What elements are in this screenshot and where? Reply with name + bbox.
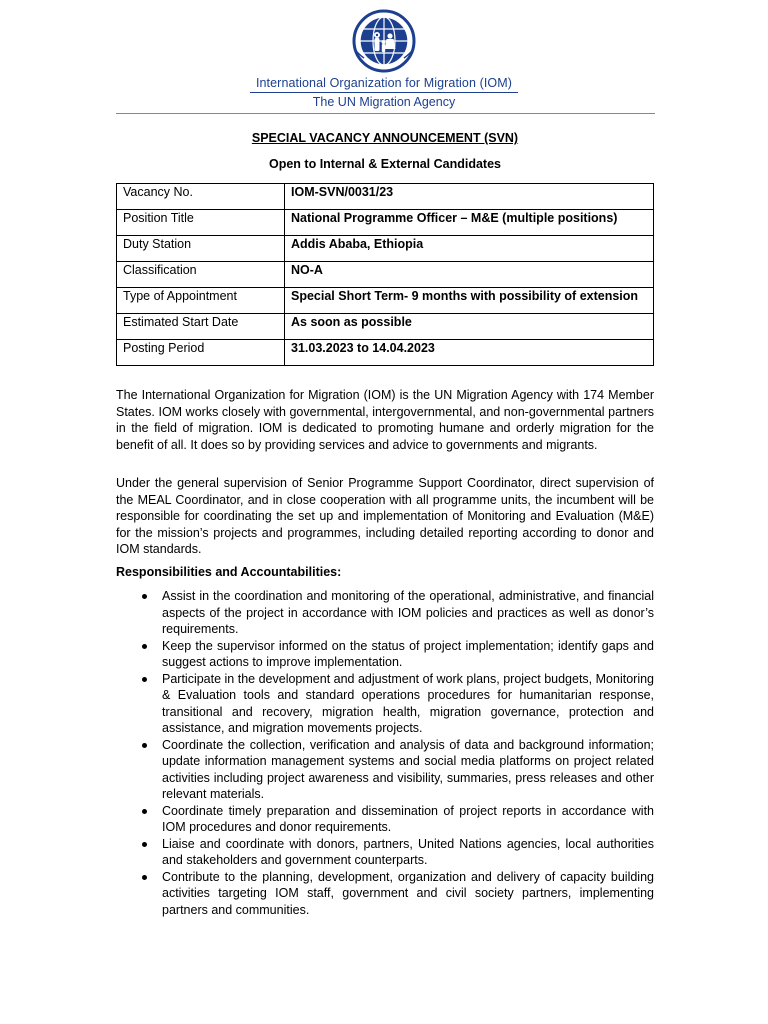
row-label: Estimated Start Date [117,314,285,340]
bullet-icon [142,875,147,880]
list-item [116,671,654,737]
table-row [117,340,654,366]
row-value: Addis Ababa, Ethiopia [285,236,654,262]
list-item [116,869,654,919]
iom-logo-block [250,8,518,109]
list-item [116,803,654,836]
list-item-text: Liaise and coordinate with donors, partners, United Nations agencies, local authorities and stakeholders and government counterparts. [162,836,654,867]
row-label: Duty Station [117,236,285,262]
list-item [116,737,654,803]
bullet-icon [142,809,147,814]
list-item [116,836,654,869]
table-row [117,210,654,236]
organization-name: International Organization for Migration (IOM) [255,76,513,90]
responsibilities-heading: Responsibilities and Accountabilities: [116,565,342,579]
row-label: Classification [117,262,285,288]
table-row [117,262,654,288]
list-item [116,638,654,671]
list-item-text: Coordinate timely preparation and dissemination of project reports in accordance with IOM procedures and donor requirements. [162,803,654,834]
supervision-paragraph: Under the general supervision of Senior Programme Support Coordinator, direct supervision of the MEAL Coordinator, and in close cooperation with all programme units, the incumbent will be responsible for coordinating the set up and implementation of Monitoring and Evaluation (M&E) for the mission’s projects and programmes, including detailed reporting according to donor and IOM standards. [116,476,654,556]
bullet-icon [142,677,147,682]
responsibilities-list [116,588,654,918]
iom-globe-family-emblem [348,8,420,74]
row-value: NO-A [285,262,654,288]
row-value: As soon as possible [285,314,654,340]
bullet-icon [142,644,147,649]
table-row [117,314,654,340]
list-item-text: Assist in the coordination and monitoring of the operational, administrative, and financial aspects of the project in accordance with IOM policies and practices as well as donor’s requirements. [162,589,654,636]
bullet-icon [142,743,147,748]
row-label: Posting Period [117,340,285,366]
row-label: Type of Appointment [117,288,285,314]
list-item-text: Coordinate the collection, verification and analysis of data and background information; update information management systems and social media platforms on project related activities including project awareness and visibility, summaries, press releases and other relevant materials. [162,737,654,801]
organization-tagline: The UN Migration Agency [312,95,456,109]
row-value: 31.03.2023 to 14.04.2023 [285,340,654,366]
list-item-text: Contribute to the planning, development, organization and delivery of capacity building activities targeting IOM staff, government and civil society partners, implementing partners and communities. [162,869,654,917]
row-value: IOM-SVN/0031/23 [285,184,654,210]
table-row [117,184,654,210]
row-label: Position Title [117,210,285,236]
list-item-text: Keep the supervisor informed on the status of project implementation; identify gaps and suggest actions to improve implementation. [162,638,654,669]
table-row [117,288,654,314]
bullet-icon [142,842,147,847]
row-label: Vacancy No. [117,184,285,210]
list-item-text: Participate in the development and adjustment of work plans, project budgets, Monitoring & Evaluation tools and standard operations procedures for humanitarian response, transitional and recovery, migration health, migration governance, protection and assistance, and migration movements projects. [162,671,654,735]
vacancy-info-table [116,183,654,366]
bullet-icon [142,594,147,599]
list-item [116,588,654,638]
logo-divider [250,92,518,93]
table-row [117,236,654,262]
header-divider [116,113,655,114]
document-title: SPECIAL VACANCY ANNOUNCEMENT (SVN) [251,131,519,145]
document-subtitle: Open to Internal & External Candidates [269,157,501,171]
intro-paragraph: The International Organization for Migration (IOM) is the UN Migration Agency with 174 Member States. IOM works closely with governmental, intergovernmental, and non-governmental partners in the field of migration. IOM is dedicated to promoting humane and orderly migration for the benefit of all. It does so by providing services and advice to governments and migrants. [116,388,654,452]
row-value: Special Short Term- 9 months with possibility of extension [285,288,654,314]
row-value: National Programme Officer – M&E (multiple positions) [285,210,654,236]
